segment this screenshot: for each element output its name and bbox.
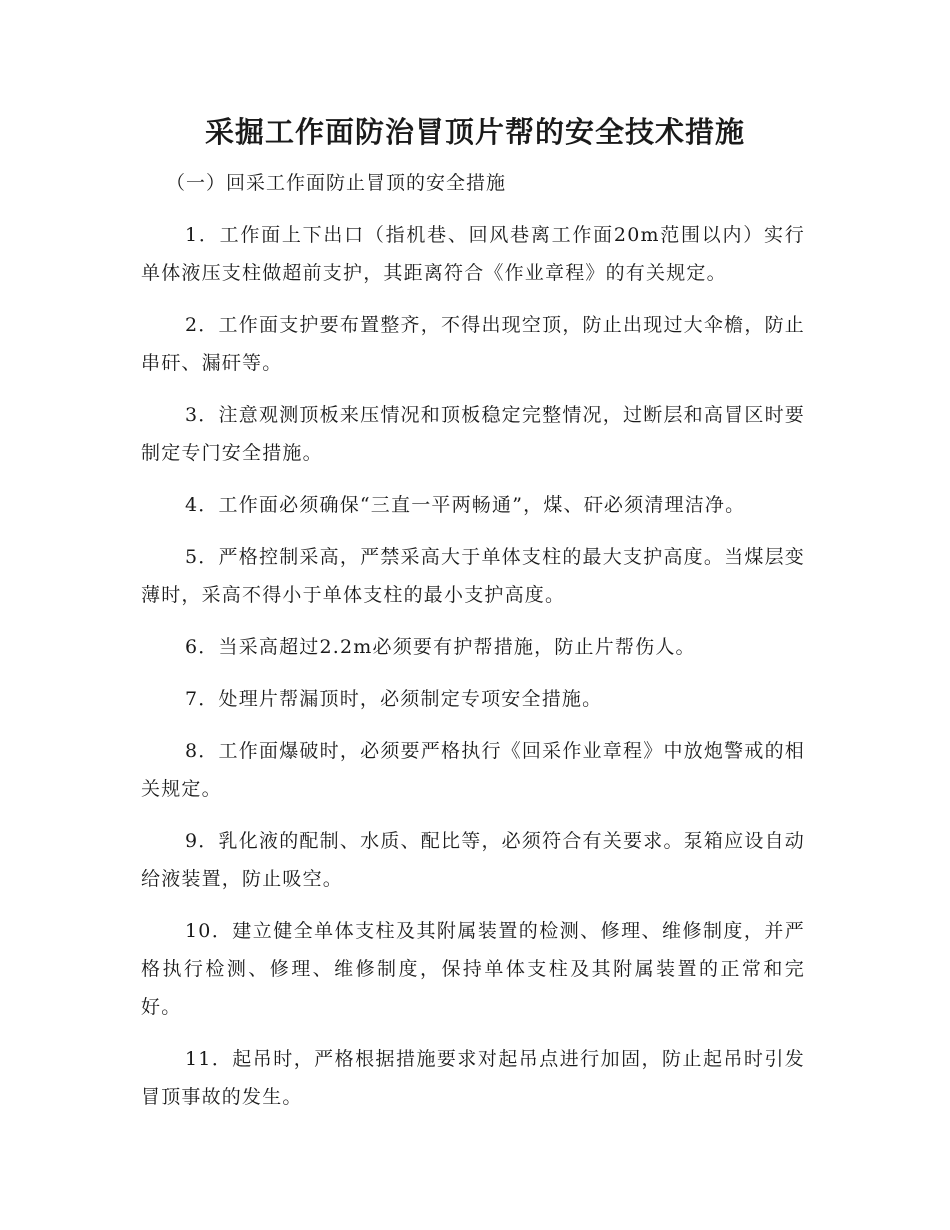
paragraph-item-5: 5．严格控制采高，严禁采高大于单体支柱的最大支护高度。当煤层变薄时，采高不得小于单体支柱的最小支护高度。 <box>141 546 805 606</box>
document-title: 采掘工作面防治冒顶片帮的安全技术措施 <box>204 115 745 149</box>
paragraph-item-9: 9．乳化液的配制、水质、配比等，必须符合有关要求。泵箱应设自动给液装置，防止吸空。 <box>141 830 805 890</box>
document-body <box>141 216 805 1130</box>
paragraph-item-10: 10．建立健全单体支柱及其附属装置的检测、修理、维修制度，并严格执行检测、修理、维修制度，保持单体支柱及其附属装置的正常和完好。 <box>141 920 805 1018</box>
paragraph-item-4: 4．工作面必须确保“三直一平两畅通”，煤、矸必须清理洁净。 <box>185 494 746 516</box>
paragraph-item-11: 11．起吊时，严格根据措施要求对起吊点进行加固，防止起吊时引发冒顶事故的发生。 <box>141 1048 805 1108</box>
paragraph-item-7: 7．处理片帮漏顶时，必须制定专项安全措施。 <box>185 688 603 710</box>
paragraph-item-1: 1．工作面上下出口（指机巷、回风巷离工作面20m范围以内）实行单体液压支柱做超前支护，其距离符合《作业章程》的有关规定。 <box>141 224 805 284</box>
paragraph-item-8: 8．工作面爆破时，必须要严格执行《回采作业章程》中放炮警戒的相关规定。 <box>141 740 805 800</box>
paragraph-item-6: 6．当采高超过2.2m必须要有护帮措施，防止片帮伤人。 <box>185 636 696 658</box>
paragraph-item-3: 3．注意观测顶板来压情况和顶板稳定完整情况，过断层和高冒区时要制定专门安全措施。 <box>141 404 805 464</box>
paragraph-item-2: 2．工作面支护要布置整齐，不得出现空顶，防止出现过大伞檐，防止串矸、漏矸等。 <box>141 314 805 374</box>
section-heading: （一）回采工作面防止冒顶的安全措施 <box>166 172 507 194</box>
